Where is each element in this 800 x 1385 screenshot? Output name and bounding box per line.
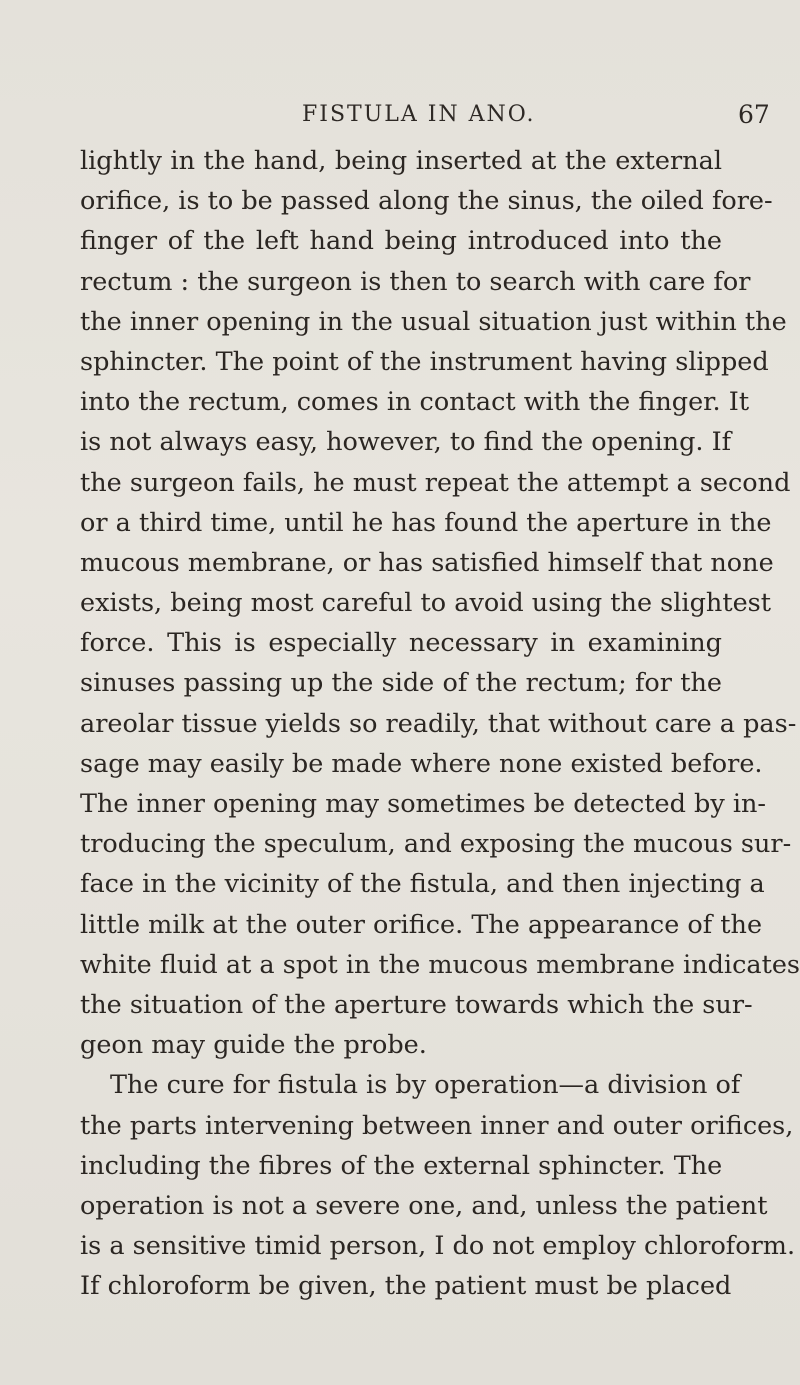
text-line: face in the vicinity of the fistula, and then injecting a	[80, 869, 765, 900]
text-line: white fluid at a spot in the mucous membrane indicates	[80, 949, 800, 980]
text-line: lightly in the hand, being inserted at the external	[80, 146, 722, 176]
text-line: is not always easy, however, to find the opening. If	[80, 427, 732, 458]
running-title: FISTULA IN ANO.	[302, 102, 536, 127]
text-line: or a third time, until he has found the aperture in the	[80, 507, 772, 538]
text-line: If chloroform be given, the patient must be placed	[80, 1271, 732, 1302]
running-head	[0, 102, 800, 142]
text-line: the situation of the aperture towards which the sur-	[80, 989, 753, 1020]
page-number: 67	[738, 100, 770, 129]
text-line: little milk at the outer orifice. The appearance of the	[80, 909, 763, 940]
text-line: sage may easily be made where none existed before.	[80, 748, 763, 779]
text-line: operation is not a severe one, and, unless the patient	[80, 1190, 768, 1221]
text-line: exists, being most careful to avoid using the slightest	[80, 588, 771, 619]
text-line: orifice, is to be passed along the sinus, the oiled fore-	[80, 186, 773, 217]
paragraph-start-line: The cure for fistula is by operation—a division of	[110, 1070, 741, 1101]
text-line: sphincter. The point of the instrument having slipped	[80, 346, 769, 377]
text-line: finger of the left hand being introduced into the	[80, 226, 722, 257]
text-line: is a sensitive timid person, I do not employ chloroform.	[80, 1231, 796, 1262]
text-line: sinuses passing up the side of the rectum; for the	[80, 668, 722, 699]
text-line: the inner opening in the usual situation just within the	[80, 306, 787, 337]
text-line: mucous membrane, or has satisfied himself that none	[80, 547, 774, 578]
body-text	[80, 141, 800, 1306]
text-line: the parts intervening between inner and outer orifices,	[80, 1110, 794, 1141]
text-line: force. This is especially necessary in examining	[80, 628, 722, 659]
text-line: the surgeon fails, he must repeat the attempt a second	[80, 467, 791, 498]
text-line: areolar tissue yields so readily, that without care a pas-	[80, 708, 797, 739]
text-line: rectum : the surgeon is then to search with care for	[80, 266, 751, 297]
paragraph-end-line: geon may guide the probe.	[80, 1030, 427, 1061]
text-line: into the rectum, comes in contact with the finger. It	[80, 387, 750, 418]
text-line: troducing the speculum, and exposing the mucous sur-	[80, 829, 792, 860]
text-line: The inner opening may sometimes be detected by in-	[80, 789, 767, 819]
text-line: including the fibres of the external sphincter. The	[80, 1150, 723, 1181]
